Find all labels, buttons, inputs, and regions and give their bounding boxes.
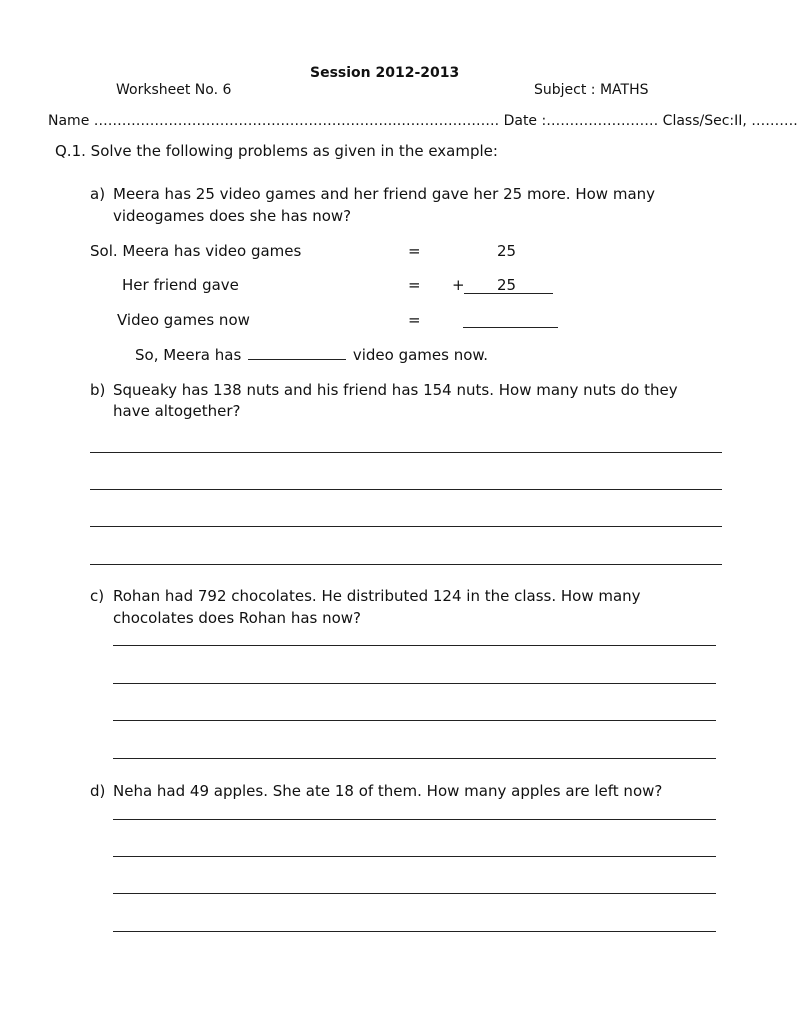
conclusion-suffix: video games now. [352,346,489,364]
session-title: Session 2012-2013 [310,65,460,81]
answer-line[interactable] [113,683,716,684]
subject-label: Subject : MATHS [534,82,649,98]
conclusion-prefix: So, Meera has [135,346,242,364]
answer-line[interactable] [90,564,722,565]
equals-sign-1: = [408,242,421,260]
answer-line[interactable] [113,819,716,820]
answer-line[interactable] [113,720,716,721]
answer-line[interactable] [90,489,722,490]
conclusion-line [135,345,488,364]
worksheet-number: Worksheet No. 6 [116,82,232,98]
equals-sign-3: = [408,311,421,329]
date-label: Date : [503,113,547,129]
answer-line[interactable] [90,526,722,527]
class-label: Class/Sec:II, [662,113,747,129]
part-b-line1: Squeaky has 138 nuts and his friend has 154 nuts. How many nuts do they [113,381,678,399]
date-field[interactable]: …………………… [546,113,659,129]
question-heading [55,142,498,160]
games-now-label: Video games now [117,311,250,329]
equals-sign-2: = [408,276,421,294]
part-d-line1: Neha had 49 apples. She ate 18 of them. How many apples are left now? [113,782,663,800]
answer-line[interactable] [113,893,716,894]
part-a-line2: videogames does she has now? [113,207,352,225]
friend-gave-label: Her friend gave [122,276,239,294]
part-c-line2: chocolates does Rohan has now? [113,609,362,627]
answer-line[interactable] [113,758,716,759]
value-friend-gave: 25 [497,276,517,294]
answer-line[interactable] [90,452,722,453]
class-field[interactable]: ………. [751,113,798,129]
info-line [48,112,798,130]
name-field[interactable]: ………………………………………………………..…………………. [93,113,500,129]
conclusion-blank[interactable] [248,345,346,360]
part-d-marker: d) [90,782,106,800]
value-video-games: 25 [497,242,517,260]
part-a-line1: Meera has 25 video games and her friend gave her 25 more. How many [113,185,656,203]
part-c-line1: Rohan had 792 chocolates. He distributed 124 in the class. How many [113,587,641,605]
question-number: Q.1. [55,142,86,160]
addition-underline [464,293,553,294]
part-b-marker: b) [90,381,106,399]
part-b-line2: have altogether? [113,402,241,420]
solution-label: Sol. Meera has video games [90,242,302,260]
answer-line[interactable] [113,645,716,646]
part-a-marker: a) [90,185,106,203]
name-label: Name [48,113,90,129]
plus-sign: + [452,276,465,294]
part-c-marker: c) [90,587,105,605]
answer-line[interactable] [113,856,716,857]
answer-line[interactable] [113,931,716,932]
question-instruction: Solve the following problems as given in the example: [90,142,498,160]
answer-blank[interactable] [463,327,558,328]
